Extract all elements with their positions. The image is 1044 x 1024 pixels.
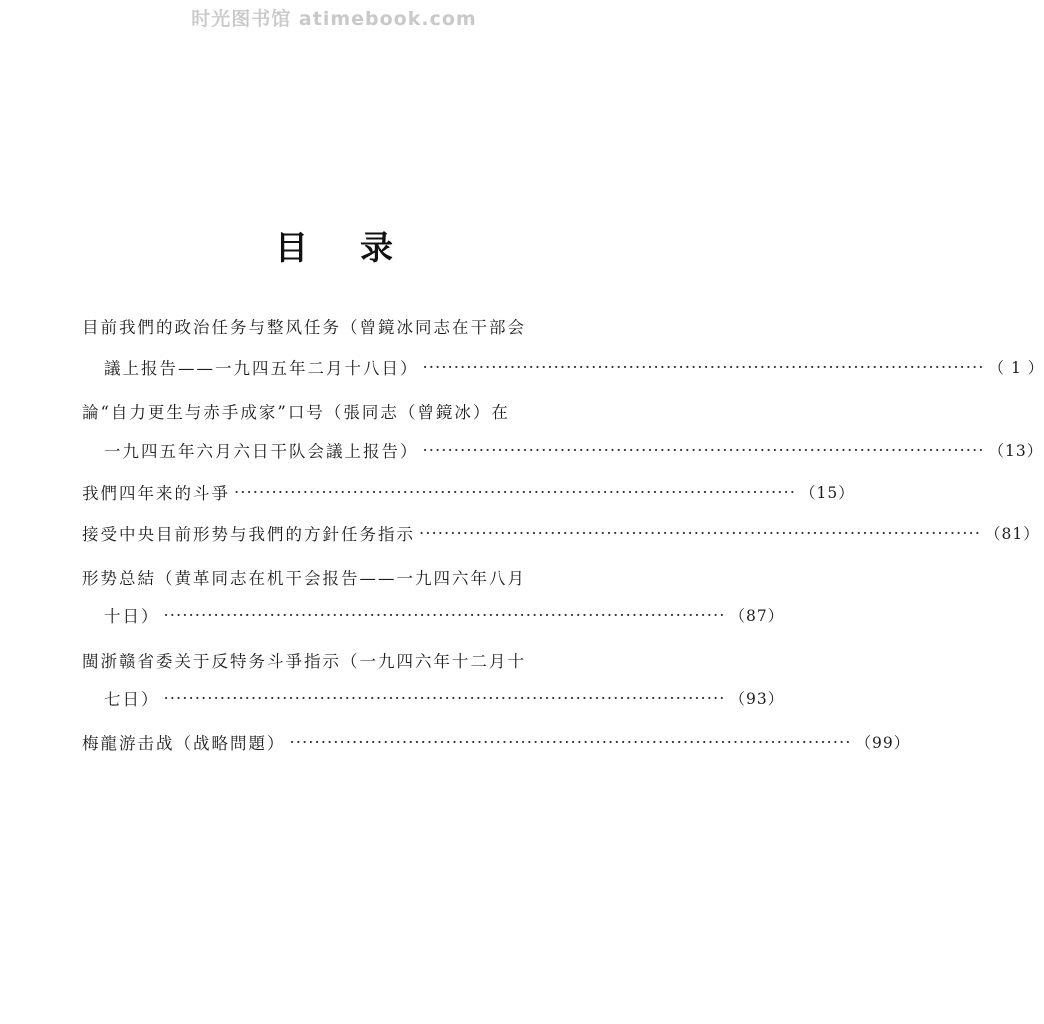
toc-entry-title: 我們四年来的斗爭 [82, 484, 230, 503]
dot-leader: ·························································································· [163, 688, 726, 708]
toc-entry-title: 閩浙赣省委关于反特务斗爭指示（一九四六年十二月十 [82, 652, 526, 671]
toc-page-number: （93） [729, 690, 785, 708]
toc-entry-line [82, 647, 526, 673]
toc-entry-title: 形势总結（黄革同志在机干会报告——一九四六年八月 [82, 569, 526, 588]
toc-page-number: （ 1 ） [988, 359, 1044, 377]
page-title: 目录 [275, 228, 445, 267]
toc-entry-title: 梅龍游击战（战略問題） [82, 734, 286, 753]
dot-leader: ·························································································· [234, 482, 797, 502]
toc-entry-title: 論“自力更生与赤手成家”口号（張同志（曾鏡冰）在 [82, 403, 510, 422]
toc-entry-line[interactable] [82, 479, 855, 505]
toc-page-number: （99） [855, 734, 911, 752]
dot-leader: ·························································································· [419, 523, 982, 543]
toc-entry-line[interactable] [104, 602, 785, 628]
toc-entry-title-cont: 議上报告——一九四五年二月十八日） [104, 359, 419, 378]
toc-entry-line [82, 398, 510, 424]
toc-entry-line [82, 313, 526, 339]
toc-entry-line[interactable] [104, 354, 1044, 380]
toc-entry-line[interactable] [82, 520, 1040, 546]
toc-page-number: （13） [988, 442, 1044, 460]
dot-leader: ·························································································· [289, 732, 852, 752]
toc-page-number: （87） [729, 607, 785, 625]
dot-leader: ·························································································· [422, 357, 985, 377]
toc-page-number: （81） [985, 525, 1040, 543]
toc-entry-title: 接受中央目前形势与我們的方針任务指示 [82, 525, 415, 544]
toc-entry-line[interactable] [104, 437, 1044, 463]
toc-entry-line[interactable] [104, 685, 785, 711]
toc-entry-line[interactable] [82, 729, 911, 755]
toc-entry-title: 目前我們的政治任务与整风任务（曾鏡冰同志在干部会 [82, 318, 526, 337]
watermark: 时光图书馆 atimebook.com [191, 8, 477, 30]
toc-entry-title-cont: 一九四五年六月六日干队会議上报告） [104, 442, 419, 461]
toc-entry-line [82, 564, 526, 590]
toc-page-number: （15） [800, 484, 855, 502]
dot-leader: ·························································································· [422, 440, 985, 460]
toc-entry-title-cont: 十日） [104, 607, 160, 626]
toc-entry-title-cont: 七日） [104, 690, 160, 709]
dot-leader: ·························································································· [163, 605, 726, 625]
